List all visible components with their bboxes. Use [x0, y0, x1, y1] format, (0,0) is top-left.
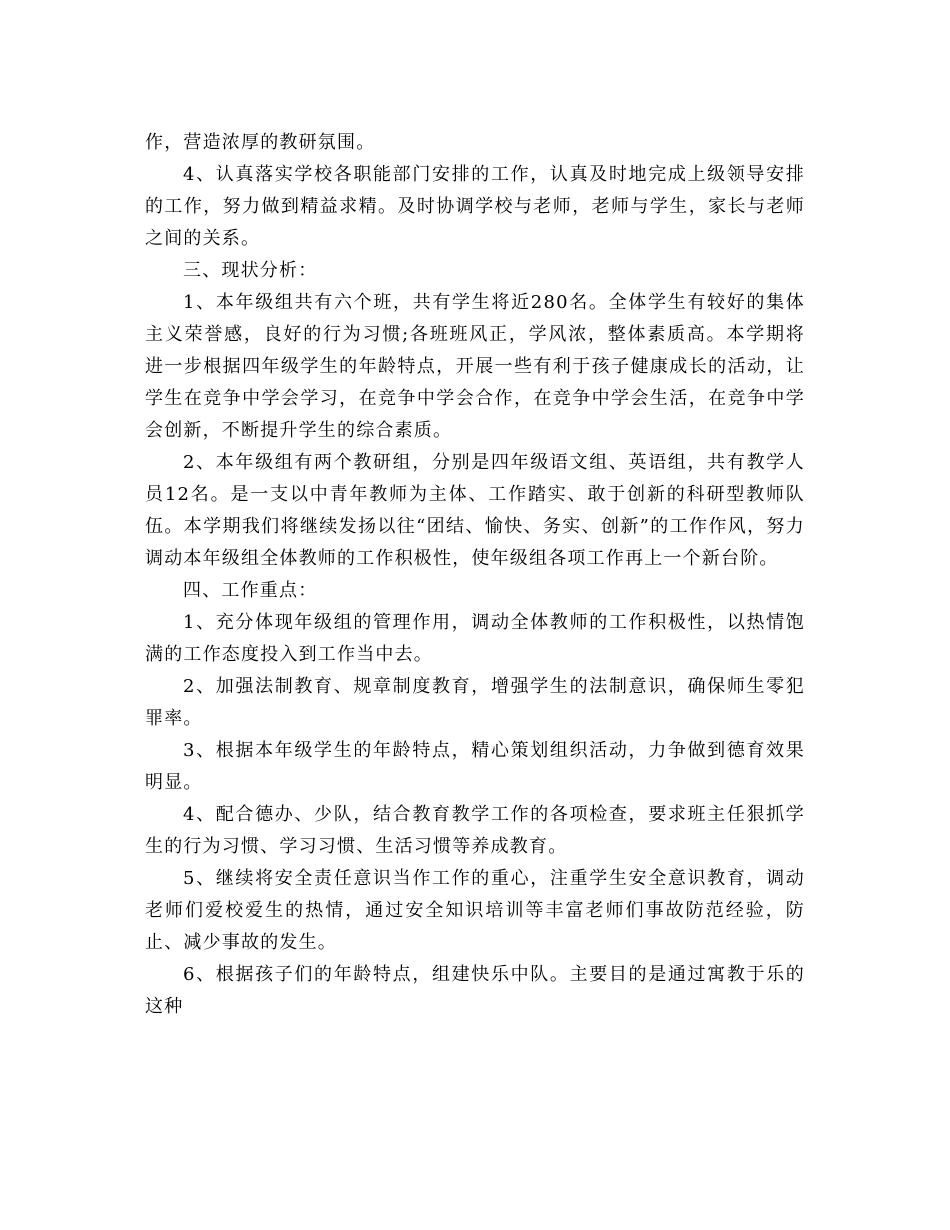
paragraph-item-4-implementation: 4、认真落实学校各职能部门安排的工作，认真及时地完成上级领导安排的工作，努力做到精益求精。及时协调学校与老师，老师与学生，家长与老师之间的关系。 — [145, 164, 805, 249]
paragraph-status-1: 1、本年级组共有六个班，共有学生将近280名。全体学生有较好的集体主义荣誉感，良好的行为习惯;各班班风正，学风浓，整体素质高。本学期将进一步根据四年级学生的年龄特点，开展一些有利于孩子健康成长的活动，让学生在竞争中学会学习，在竞争中学会合作，在竞争中学会生活，在竞争中学会创新，不断提升学生的综合素质。 — [145, 292, 805, 441]
section-heading-work-focus: 四、工作重点： — [183, 580, 318, 601]
paragraph-focus-1: 1、充分体现年级组的管理作用，调动全体教师的工作积极性，以热情饱满的工作态度投入到工作当中去。 — [145, 612, 805, 665]
paragraph-focus-3: 3、根据本年级学生的年龄特点，精心策划组织活动，力争做到德育效果明显。 — [145, 740, 805, 793]
paragraph-focus-6: 6、根据孩子们的年龄特点，组建快乐中队。主要目的是通过寓教于乐的这种 — [145, 964, 805, 1017]
document-body — [145, 127, 805, 1023]
paragraph-focus-5: 5、继续将安全责任意识当作工作的重心，注重学生安全意识教育，调动老师们爱校爱生的热情，通过安全知识培训等丰富老师们事故防范经验，防止、减少事故的发生。 — [145, 868, 805, 953]
section-heading-status-analysis: 三、现状分析： — [183, 260, 318, 281]
paragraph-focus-2: 2、加强法制教育、规章制度教育，增强学生的法制意识，确保师生零犯罪率。 — [145, 676, 805, 729]
paragraph-continuation: 作，营造浓厚的教研氛围。 — [145, 132, 376, 153]
paragraph-status-2: 2、本年级组有两个教研组，分别是四年级语文组、英语组，共有教学人员12名。是一支以中青年教师为主体、工作踏实、敢于创新的科研型教师队伍。本学期我们将继续发扬以往“团结、愉快、务实、创新”的工作作风，努力调动本年级组全体教师的工作积极性，使年级组各项工作再上一个新台阶。 — [145, 452, 805, 569]
paragraph-focus-4: 4、配合德办、少队，结合教育教学工作的各项检查，要求班主任狠抓学生的行为习惯、学习习惯、生活习惯等养成教育。 — [145, 804, 805, 857]
